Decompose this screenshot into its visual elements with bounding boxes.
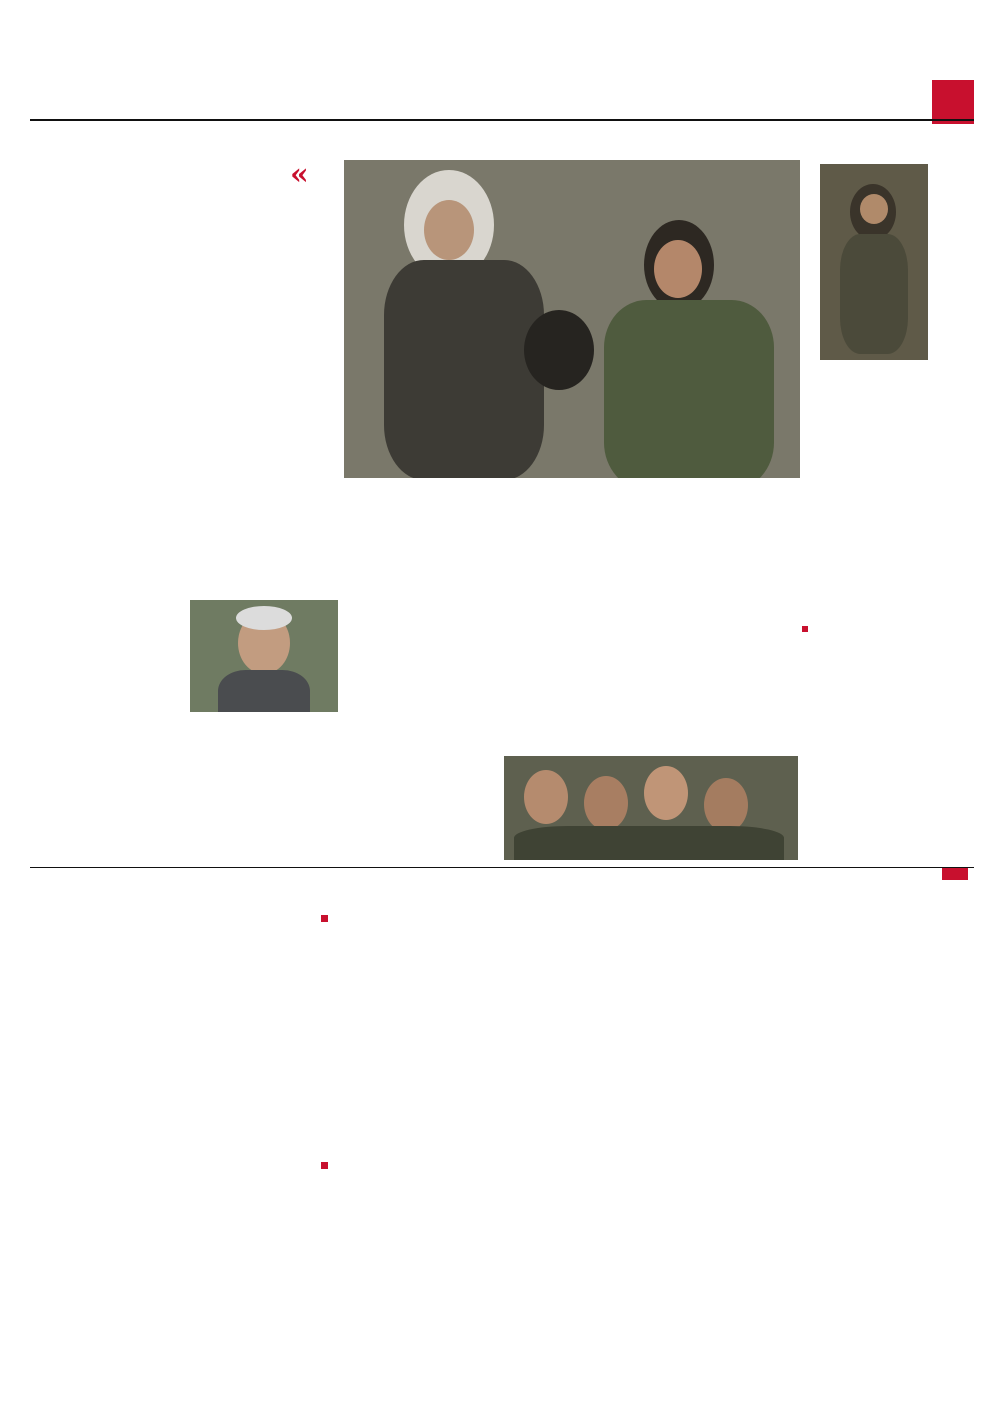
quote-icon: » <box>290 157 309 192</box>
byline <box>799 625 808 635</box>
newspaper-logo[interactable] <box>932 80 974 124</box>
puzzle-section-rule <box>30 867 974 881</box>
column-far-left <box>34 160 184 860</box>
puzzle-tab[interactable] <box>942 868 968 880</box>
group-photo <box>504 756 798 860</box>
main-photo <box>344 160 800 478</box>
portrait-photo <box>190 600 338 712</box>
column-right <box>820 366 970 860</box>
down-clues <box>344 1232 664 1235</box>
column-center-right <box>504 715 798 755</box>
column-mid-left-lower <box>190 718 338 860</box>
section-logo <box>440 80 550 116</box>
page-header <box>0 0 992 118</box>
bullet-icon <box>321 915 328 922</box>
article-header <box>344 485 800 489</box>
answer-info <box>218 1160 328 1173</box>
header-rule <box>30 119 974 121</box>
column-center <box>344 715 498 860</box>
across-clues <box>344 1116 664 1119</box>
side-photo <box>820 164 928 360</box>
sudoku-info <box>218 913 328 926</box>
column-mid-left <box>190 294 338 594</box>
bullet-icon <box>321 1162 328 1169</box>
